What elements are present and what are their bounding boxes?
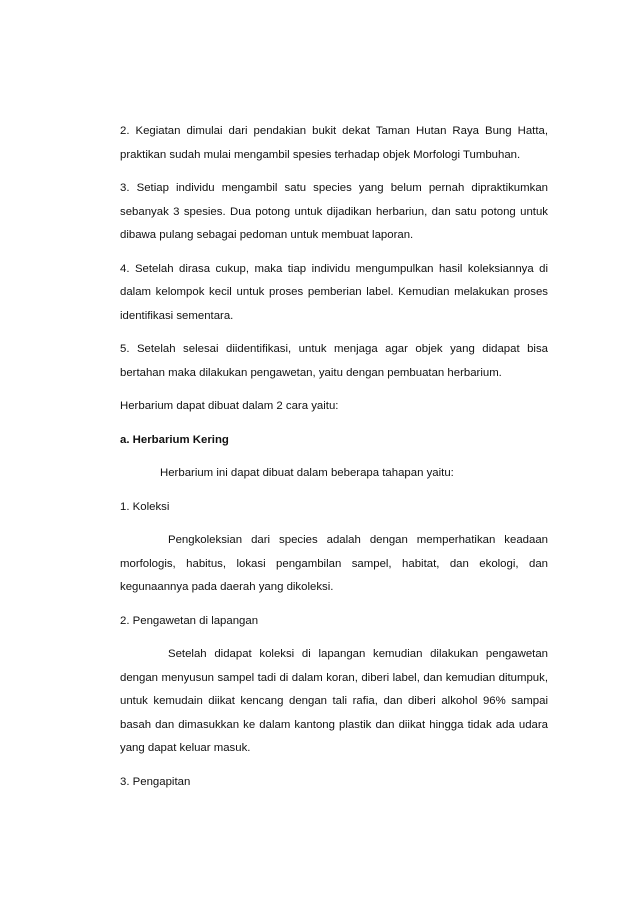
paragraph-step-3: 3. Setiap individu mengambil satu species yang belum pernah dipraktikumkan sebanyak 3 spesies. Dua potong untuk dijadikan herbariun, dan satu potong untuk dibawa pulang sebagai pedoman untuk membuat laporan. <box>120 182 548 241</box>
paragraph-koleksi: Pengkoleksian dari species adalah dengan memperhatikan keadaan morfologis, habitus, lokasi pengambilan sampel, habitat, dan ekologi, dan kegunaannya pada daerah yang dikoleksi. <box>120 534 548 593</box>
paragraph-tahapan-intro: Herbarium ini dapat dibuat dalam beberapa tahapan yaitu: <box>160 467 454 479</box>
paragraph-step-2: 2. Kegiatan dimulai dari pendakian bukit dekat Taman Hutan Raya Bung Hatta, praktikan sudah mulai mengambil spesies terhadap objek Morfologi Tumbuhan. <box>120 125 548 161</box>
heading-pengawetan: 2. Pengawetan di lapangan <box>120 614 259 627</box>
paragraph-step-4: 4. Setelah dirasa cukup, maka tiap individu mengumpulkan hasil koleksiannya di dalam kelompok kecil untuk proses pemberian label. Kemudian melakukan proses identifikasi sementara. <box>120 262 548 322</box>
heading-koleksi: 1. Koleksi <box>120 500 170 513</box>
heading-pengapitan: 3. Pengapitan <box>120 775 191 788</box>
paragraph-step-5: 5. Setelah selesai diidentifikasi, untuk menjaga agar objek yang didapat bisa bertahan maka dilakukan pengawetan, yaitu dengan pembuatan herbarium. <box>120 343 548 379</box>
paragraph-pengawetan: Setelah didapat koleksi di lapangan kemudian dilakukan pengawetan dengan menyusun sampel tadi di dalam koran, diberi label, dan kemudian ditumpuk, untuk kemudain diikat kencang dengan tali rafia, dan diberi alkohol 96% sampai basah dan dimasukkan ke dalam kantong plastik dan diikat hingga tidak ada udara yang dapat keluar masuk. <box>120 648 548 754</box>
paragraph-herbarium-intro: Herbarium dapat dibuat dalam 2 cara yaitu: <box>120 400 339 412</box>
heading-herbarium-kering: a. Herbarium Kering <box>120 433 229 446</box>
document-body <box>120 120 548 804</box>
